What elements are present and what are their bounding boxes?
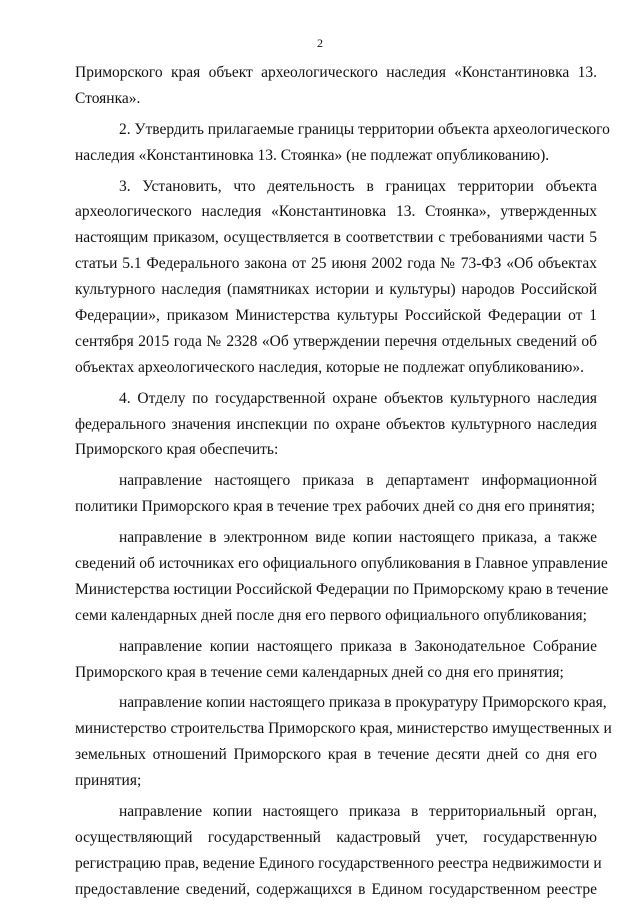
text-line: сведений об источниках его официального опубликования в Главное управление: [75, 555, 608, 573]
text-line: осуществляющий государственный кадастровый учет, государственную: [75, 828, 597, 846]
text-line: земельных отношений Приморского края в течение десяти дней со дня его: [75, 746, 597, 764]
text-line: 3. Установить, что деятельность в границах территории объекта: [119, 177, 597, 195]
text-line: федерального значения инспекции по охране объектов культурного наследия: [75, 415, 597, 433]
text-line: регистрацию прав, ведение Единого государственного реестра недвижимости и: [75, 854, 602, 872]
text-line: Приморского края объект археологического наследия «Константиновка 13.: [75, 64, 597, 81]
page-number: 2: [317, 36, 323, 50]
text-line: направление копии настоящего приказа в прокуратуру Приморского края,: [119, 694, 607, 712]
text-line: предоставление сведений, содержащихся в Едином государственном реестре: [75, 880, 597, 898]
paragraph-p8: [75, 690, 612, 794]
text-line: направление настоящего приказа в департамент информационной: [119, 472, 597, 490]
text-line: статьи 5.1 Федерального закона от 25 июня 2002 года № 73-ФЗ «Об объектах: [75, 255, 597, 273]
text-line: объектах археологического наследия, которые не подлежат опубликованию».: [75, 358, 584, 376]
text-line: Приморского края в течение семи календарных дней со дня его принятия;: [75, 663, 564, 681]
text-line: политики Приморского края в течение трех рабочих дней со дня его принятия;: [75, 498, 596, 516]
text-line: 2. Утвердить прилагаемые границы территории объекта археологического: [119, 120, 610, 138]
text-line: культурного наследия (памятниках истории и культуры) народов Российской: [75, 281, 597, 299]
paragraph-p7: [75, 634, 597, 686]
paragraph-p6: [75, 525, 609, 629]
text-line: 4. Отделу по государственной охране объектов культурного наследия: [119, 389, 597, 407]
paragraph-p4: [75, 386, 597, 464]
text-line: принятия;: [75, 772, 142, 790]
text-line: наследия «Константиновка 13. Стоянка» (не подлежат опубликованию).: [75, 146, 550, 164]
text-line: направление копии настоящего приказа в территориальный орган,: [119, 803, 597, 821]
document-body: [75, 60, 612, 903]
paragraph-p3: [75, 174, 597, 381]
text-line: направление в электронном виде копии настоящего приказа, а также: [119, 529, 597, 547]
text-line: семи календарных дней после дня его первого официального опубликования;: [75, 606, 587, 624]
paragraph-p9: [75, 799, 602, 903]
text-line: Приморского края обеспечить:: [75, 441, 279, 459]
text-line: Стоянка».: [75, 89, 141, 107]
text-line: сентября 2015 года № 2328 «Об утверждении перечня отдельных сведений об: [75, 332, 597, 350]
text-line: министерство строительства Приморского края, министерство имущественных и: [75, 720, 612, 738]
text-line: археологического наследия «Константиновка 13. Стоянка», утвержденных: [75, 203, 597, 221]
paragraph-p2: [75, 117, 610, 169]
text-line: Федерации», приказом Министерства культуры Российской Федерации от 1: [75, 307, 597, 325]
text-line: Министерства юстиции Российской Федерации по Приморскому краю в течение: [75, 580, 609, 598]
text-line: направление копии настоящего приказа в Законодательное Собрание: [119, 637, 597, 655]
paragraph-p5: [75, 468, 597, 520]
paragraph-p0: [75, 60, 597, 112]
text-line: настоящим приказом, осуществляется в соответствии с требованиями части 5: [75, 229, 597, 247]
